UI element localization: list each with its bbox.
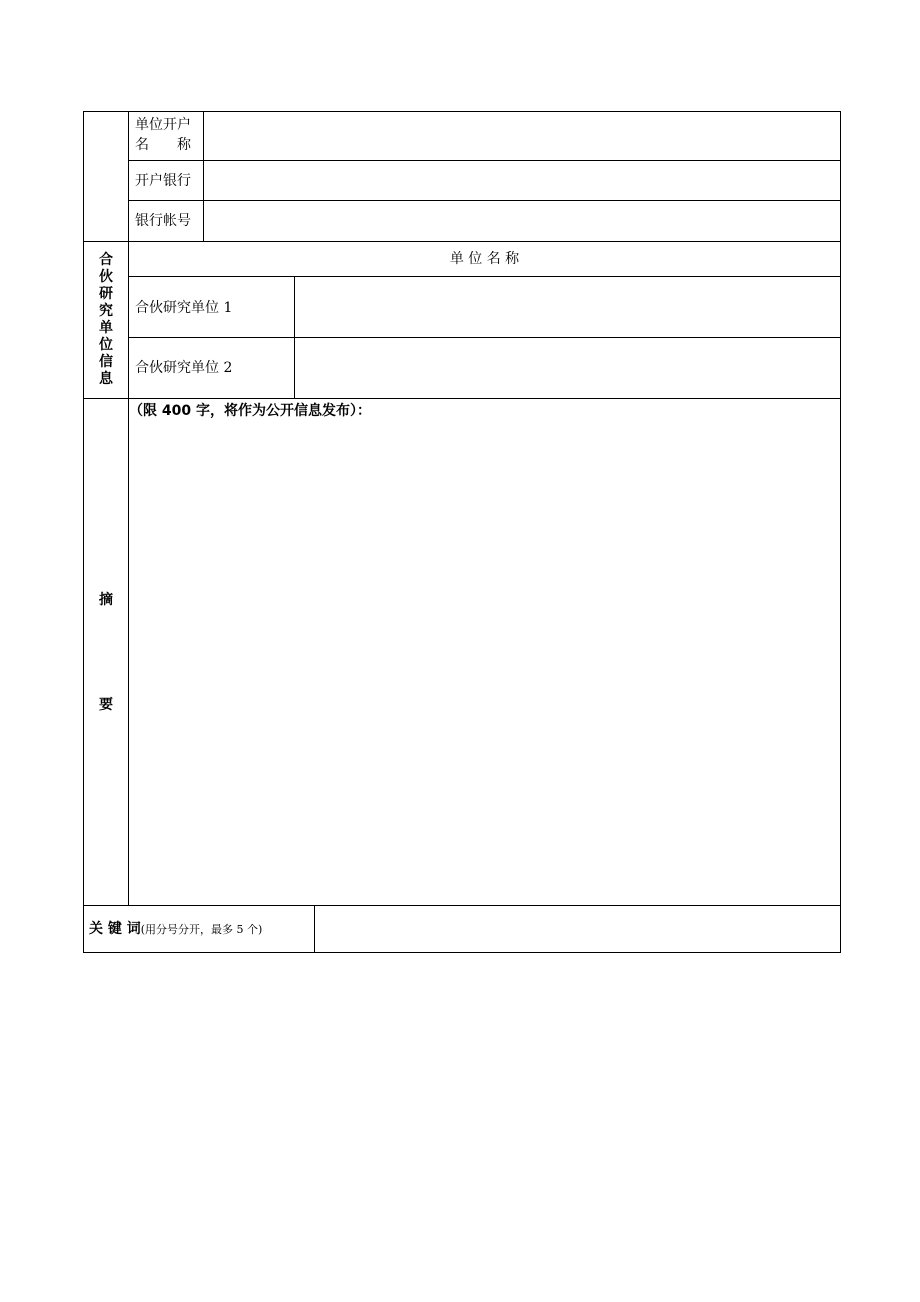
partner-unit1-field[interactable]: [295, 277, 841, 337]
account-number-field[interactable]: [204, 201, 841, 241]
divider: [128, 112, 129, 241]
keywords-title: 关 键 词: [89, 921, 141, 937]
keywords-field[interactable]: [315, 906, 841, 953]
application-form-table: [83, 111, 841, 953]
partner-unit2-label: 合伙研究单位 2: [135, 360, 233, 376]
partner-unit2-field[interactable]: [295, 338, 841, 398]
abstract-field[interactable]: [129, 424, 841, 905]
account-name-label: 单位开户 名 称: [135, 117, 191, 153]
bank-label: 开户银行: [135, 173, 191, 189]
partner-unit1-label: 合伙研究单位 1: [135, 300, 233, 316]
keywords-note: (用分号分开，最多 5 个): [140, 923, 263, 936]
partner-section-label: 合伙研究单位信息: [99, 252, 113, 387]
account-number-label: 银行帐号: [135, 213, 191, 229]
abstract-note: （限 400 字，将作为公开信息发布）：: [129, 403, 371, 419]
bank-field[interactable]: [204, 161, 841, 200]
account-name-field[interactable]: [204, 112, 841, 160]
abstract-label-char1: 摘: [99, 592, 113, 608]
divider: [84, 398, 841, 399]
divider: [84, 241, 841, 242]
abstract-label-char2: 要: [99, 697, 113, 713]
keywords-label: [89, 919, 262, 940]
partner-header: 单 位 名 称: [449, 251, 520, 267]
